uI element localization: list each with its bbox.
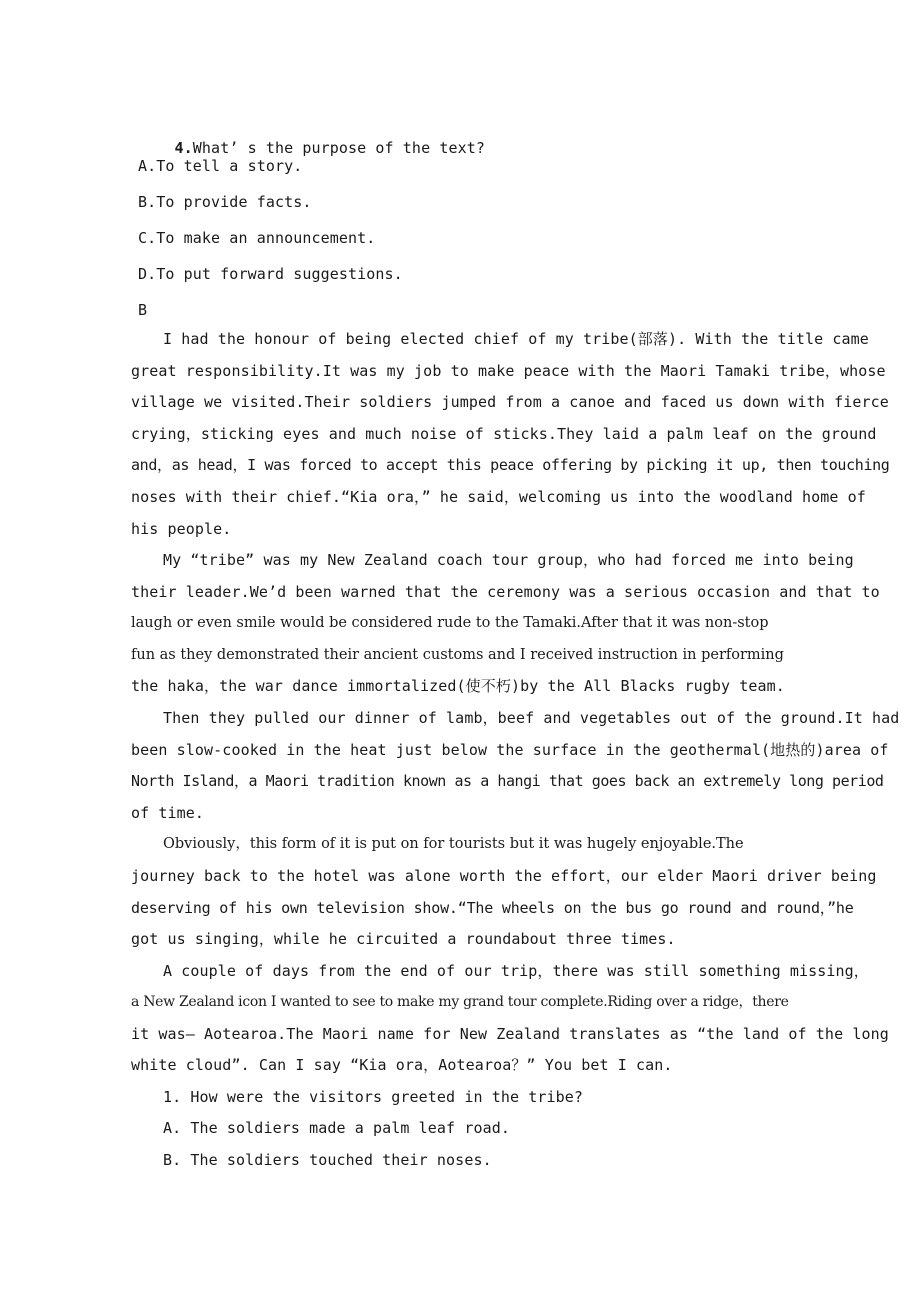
passage-line: noses with their chief.“Kia ora，” he said，welcoming us into the woodland home of xyxy=(131,488,866,506)
passage-line: fun as they demonstrated their ancient customs and I received instruction in performing xyxy=(131,647,784,663)
passage-line: a New Zealand icon I wanted to see to make my grand tour complete.Riding over a ridge，there xyxy=(131,994,789,1010)
passage-line: and，as head，I was forced to accept this peace offering by picking it up, then touching xyxy=(131,456,890,474)
passage-line: North Island，a Maori tradition known as a hangi that goes back an extremely long period xyxy=(131,772,884,790)
q4-option-c: C.To make an announcement. xyxy=(138,229,376,247)
question-1-stem: 1. How were the visitors greeted in the tribe? xyxy=(163,1088,584,1106)
q4-option-d: D.To put forward suggestions. xyxy=(138,265,403,283)
q1-option-a: A. The soldiers made a palm leaf road. xyxy=(163,1119,510,1137)
passage-line: A couple of days from the end of our trip，there was still something missing， xyxy=(163,962,869,980)
passage-line: crying，sticking eyes and much noise of sticks.They laid a palm leaf on the ground xyxy=(131,425,877,443)
section-label: B xyxy=(138,301,148,319)
q1-option-b: B. The soldiers touched their noses. xyxy=(163,1151,492,1169)
question-text: What’ s the purpose of the text? xyxy=(192,139,485,157)
passage-line: I had the honour of being elected chief of my tribe(部落). With the title came xyxy=(163,330,869,348)
passage-line: deserving of his own television show.“The wheels on the bus go round and round，”he xyxy=(131,899,854,917)
passage-line: their leader.We’d been warned that the ceremony was a serious occasion and that to xyxy=(131,583,880,601)
passage-line: it was— Aotearoa.The Maori name for New Zealand translates as “the land of the long xyxy=(131,1025,889,1043)
passage-line: laugh or even smile would be considered rude to the Tamaki.After that it was non-stop xyxy=(131,615,769,631)
passage-line: been slow-cooked in the heat just below the surface in the geothermal(地热的)area of xyxy=(131,741,889,759)
q4-option-b: B.To provide facts. xyxy=(138,193,312,211)
passage-line: his people. xyxy=(131,520,232,538)
passage-line: white cloud”. Can I say “Kia ora，Aotearoa？” You bet I can. xyxy=(131,1056,673,1074)
passage-line: Obviously，this form of it is put on for tourists but it was hugely enjoyable.The xyxy=(163,836,744,852)
passage-line: journey back to the hotel was alone worth the effort，our elder Maori driver being xyxy=(131,867,877,885)
passage-line: great responsibility.It was my job to make peace with the Maori Tamaki tribe，whose xyxy=(131,362,886,380)
question-number: 4. xyxy=(174,139,193,157)
passage-line: got us singing，while he circuited a roundabout three times. xyxy=(131,930,676,948)
passage-line: of time. xyxy=(131,804,205,822)
passage-line: Then they pulled our dinner of lamb，beef and vegetables out of the ground.It had xyxy=(163,709,900,727)
passage-line: village we visited.Their soldiers jumped from a canoe and faced us down with fierce xyxy=(131,393,889,411)
passage-line: the haka，the war dance immortalized(使不朽)by the All Blacks rugby team. xyxy=(131,677,785,695)
q4-option-a: A.To tell a story. xyxy=(138,157,303,175)
passage-line: My “tribe” was my New Zealand coach tour group，who had forced me into being xyxy=(163,551,854,569)
